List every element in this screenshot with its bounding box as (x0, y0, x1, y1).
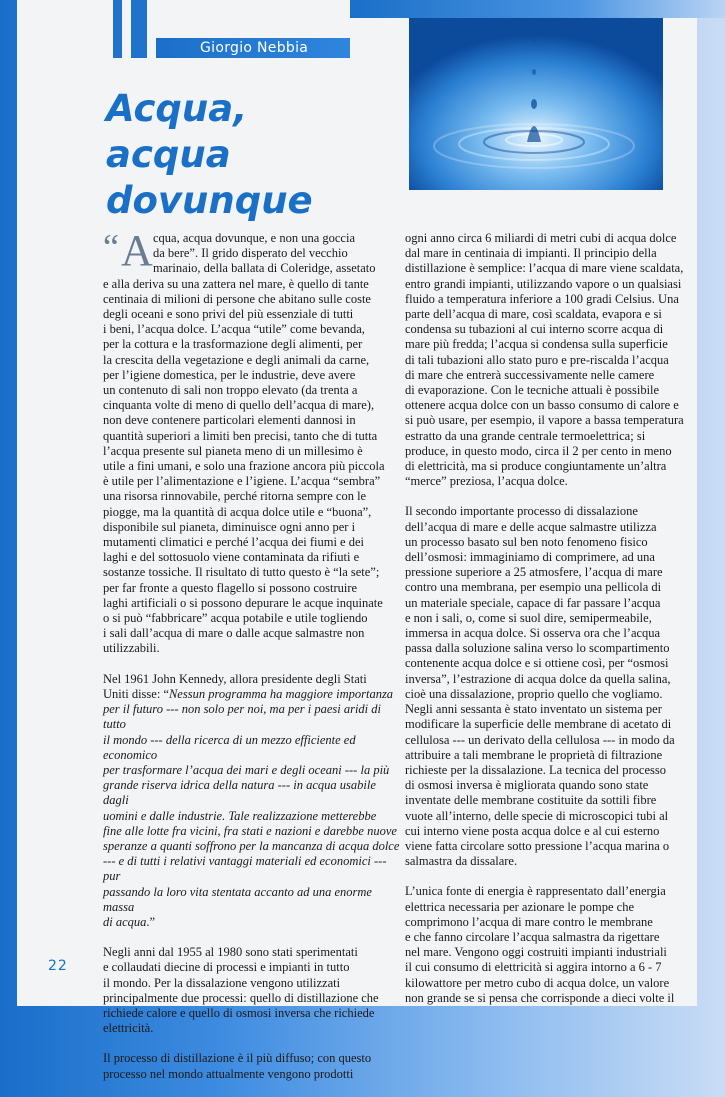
top-color-band (350, 0, 725, 18)
opening-paragraph-rest: e alla deriva su una zattera nel mare, è quello di tante centinaia di milioni di persone che abitano sulle coste degli oceani e sono privi del più essenziale di tutti i beni, l’acqua dolce. L’acqua “utile” come bevanda, per la cottura e la trasformazione degli alimenti, per la crescita della vegetazione e degli animali da carne, per l’igiene domestica, per le industrie, deve avere un contenuto di sali non troppo elevato (da trenta a cinquanta volte di meno di quello dell’acqua di mare), non deve contenere particolari elementi dannosi in quantità superiori a limiti ben precisi, tanto che di tutta l’acqua presente sul pianeta meno di un millesimo è utile a fini umani, e solo una frazione ancora più piccola è utile per l’alimentazione e l’igiene. L’acqua “sembra” una risorsa rinnovabile, perché ritorna sempre con le piogge, ma la quantità di acqua dolce utile e “buona”, disponibile sul pianeta, diminuisce ogni anno per i mutamenti climatici e perché l’acqua dei fiumi e dei laghi e del sottosuolo viene contaminata da rifiuti e sostanze tossiche. Il risultato di tutto questo è “la sete”; per far fronte a questo flagello si possono costruire laghi artificiali o si possono depurare le acque inquinate o si può “fabbricare” acqua potabile e utile togliendo i sali dall’acqua di mare o dalle acque salmastre non utilizzabili. (103, 276, 385, 656)
article-title: Acqua, acqua dovunque (106, 87, 313, 222)
text-column-right (405, 231, 705, 1021)
drop-cap: A (121, 226, 153, 275)
opening-quote-mark: “ (103, 227, 119, 267)
paragraph: Negli anni dal 1955 al 1980 sono stati sperimentati e collaudati diecine di processi e impianti in tutto il mondo. Per la dissalazione vengono utilizzati principalmente due processi: quello di distillazione che richiede calore e quello di osmosi inversa che richiede elettricità. (103, 945, 379, 1036)
kennedy-quote: Nessun programma ha maggiore importanza per il futuro --- non solo per noi, ma per i paesi aridi di tutto il mondo --- della ricerca di un mezzo efficiente ed economico per trasformare l’acqua dei mari e degli oceani --- la più grande riserva idrica della natura --- in acqua usabile dagli uomini e dalle industrie. Tale realizzazione metterebbe fine alle lotte fra vicini, fra stati e nazioni e darebbe nuove speranze a quanti soffrono per la mancanza di acqua dolce --- e di tutti i relativi vantaggi materiali ed economici --- pur passando la loro vita stentata accanto ad una enorme massa di acqua (103, 686, 400, 929)
paragraph: L’unica fonte di energia è rappresentato dall’energia elettrica necessaria per azionare le pompe che comprimono l’acqua di mare contro le membrane e che fanno circolare l’acqua salmastra da rigettare nel mare. Vengono oggi costruiti impianti industriali il cui consumo di elettricità si aggira intorno a 6 - 7 kilowattore per metro cubo di acqua dolce, un valore non grande se si pensa che corrisponde a dieci volte il (405, 884, 675, 1005)
paragraph: ogni anno circa 6 miliardi di metri cubi di acqua dolce dal mare in centinaia di impianti. Il principio della distillazione è semplice: l’acqua di mare viene scaldata, entro grandi impianti, utilizzando vapore o un qualsiasi fluido a temperatura inferiore a 100 gradi Celsius. Una parte dell’acqua di mare, così scaldata, evapora e si condensa su tubazioni al cui interno scorre acqua di mare più fredda; l’acqua si condensa sulla superficie di tali tubazioni allo stato puro e pre-riscalda l’acqua di mare che entrerà successivamente nelle camere di evaporazione. Con le tecniche attuali è possibile ottenere acqua dolce con un basso consumo di calore e si può usare, per esempio, il vapore a bassa temperatura estratto da una grande centrale termoelettrica; si produce, in questo modo, circa il 2 per cento in meno di elettricità, ma si produce congiuntamente un’altra “merce” preziosa, l’acqua dolce. (405, 231, 684, 489)
text-column-left (103, 226, 403, 1097)
paragraph: Il processo di distillazione è il più diffuso; con questo processo nel mondo attualmente vengono prodotti (103, 1051, 372, 1081)
water-drop-ripple-image (409, 18, 663, 190)
kennedy-paragraph (103, 672, 403, 930)
kennedy-quote-end: .” (146, 914, 156, 929)
dropcap-lines: cqua, acqua dovunque, e non una goccia da bere”. Il grido disperato del vecchio marinaio, della ballata di Coleridge, assetato (153, 231, 376, 276)
author-name: Giorgio Nebbia (200, 40, 309, 56)
opening-paragraph (103, 226, 403, 657)
page-number: 22 (48, 958, 68, 974)
paragraph: Il secondo importante processo di dissalazione dell’acqua di mare e delle acque salmastre utilizza un processo basato sul ben noto fenomeno fisico dell’osmosi: immaginiamo di comprimere, ad una pressione superiore a 25 atmosfere, l’acqua di mare contro una membrana, per esempio una pellicola di un materiale speciale, capace di far passare l’acqua e non i sali, o, come si suol dire, semipermeabile, immersa in acqua dolce. Si osserva ora che l’acqua passa dalla soluzione salina verso lo scompartimento contenente acqua dolce e si ottiene così, per “osmosi inversa”, l’estrazione di acqua dolce da quella salina, cioè una dissalazione, proprio quello che vogliamo. Negli anni sessanta è stato inventato un sistema per modificare la superficie delle membrane di acetato di cellulosa --- un derivato della cellulosa --- in modo da attribuire a tali membrane le proprietà di filtrazione richieste per la dissalazione. La tecnica del processo di osmosi inversa è migliorata quando sono state inventate delle membrane costituite da sottili fibre vuote all’interno, delle specie di microscopici tubi al cui interno viene posta acqua dolce e al cui esterno viene fatta circolare sotto pressione l’acqua marina o salmastra da dissalare. (405, 504, 675, 869)
water-drop-icon (409, 18, 663, 190)
kennedy-intro: Nel 1961 John Kennedy, allora presidente degli Stati Uniti disse: “ (103, 671, 367, 701)
decorative-bar (113, 0, 122, 58)
decorative-bar (131, 0, 147, 58)
